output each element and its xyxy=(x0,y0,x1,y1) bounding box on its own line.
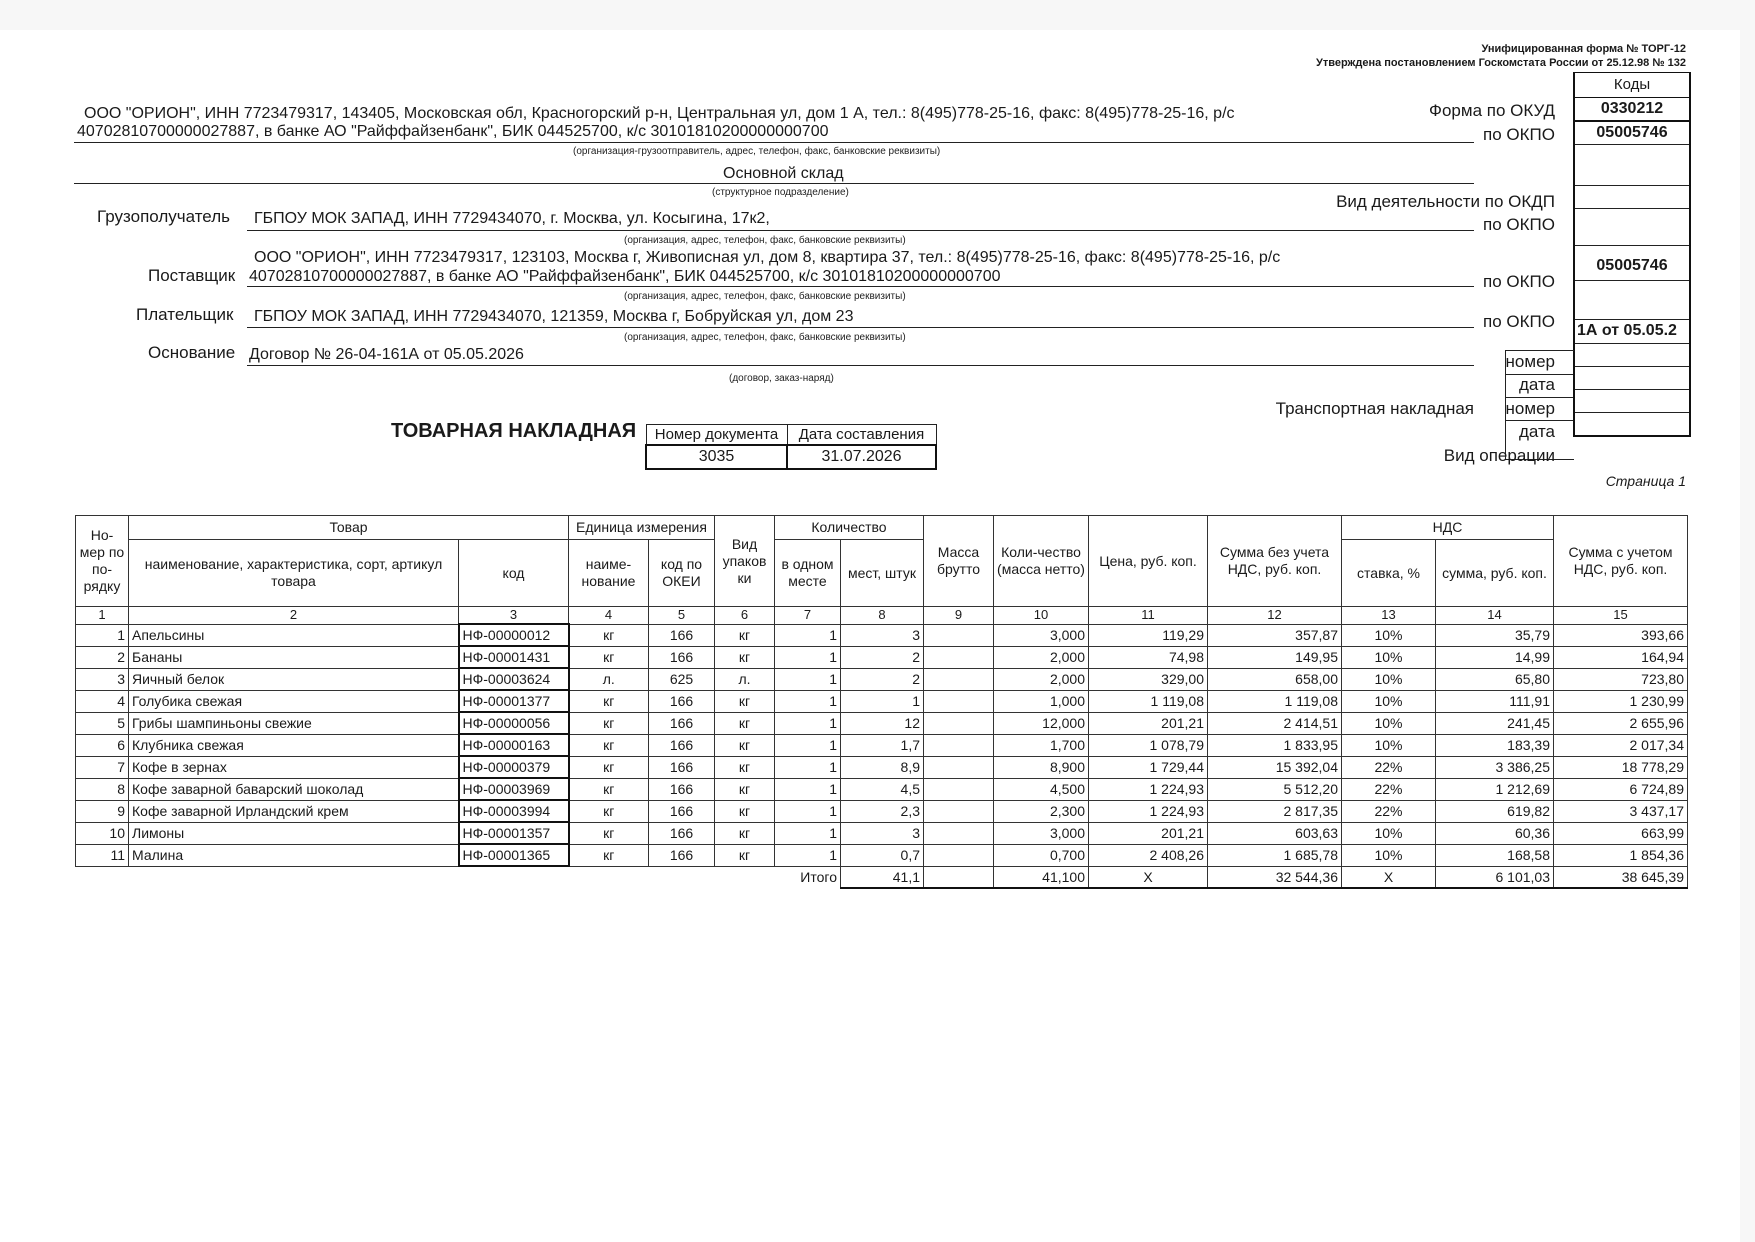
pack-type: кг xyxy=(715,734,775,756)
vat-sum: 3 386,25 xyxy=(1436,756,1554,778)
unit-name: кг xyxy=(569,800,649,822)
sum-with-vat: 393,66 xyxy=(1554,624,1688,646)
consignee-caption: (организация, адрес, телефон, факс, банковские реквизиты) xyxy=(624,235,906,246)
column-number: 11 xyxy=(1089,607,1208,625)
col-goods: Товар xyxy=(129,516,569,540)
row-number: 6 xyxy=(76,734,129,756)
gross-weight xyxy=(924,734,994,756)
totals-gross xyxy=(924,866,994,888)
unit-okei: 166 xyxy=(649,734,715,756)
col-vat: НДС xyxy=(1342,516,1554,540)
item-name: Яичный белок xyxy=(129,668,459,690)
item-code: НФ-00003624 xyxy=(459,668,569,690)
column-number: 5 xyxy=(649,607,715,625)
basis-label: Основание xyxy=(148,343,236,362)
table-row xyxy=(76,690,1688,712)
qty-places: 12 xyxy=(841,712,924,734)
vat-rate: 22% xyxy=(1342,778,1436,800)
qty-one-place: 1 xyxy=(775,778,841,800)
column-number: 2 xyxy=(129,607,459,625)
table-row xyxy=(76,844,1688,866)
price: 2 408,26 xyxy=(1089,844,1208,866)
table-row xyxy=(76,712,1688,734)
shipper-line-1: ООО "ОРИОН", ИНН 7723479317, 143405, Московская обл, Красногорский р-н, Центральная ул, дом 1 А, тел.: 8(495)778-25-16, факс: 8(495)778-25-16, р/с xyxy=(84,105,1235,122)
unit-okei: 166 xyxy=(649,624,715,646)
shipper-caption: (организация-грузоотправитель, адрес, телефон, факс, банковские реквизиты) xyxy=(573,146,941,157)
sum-with-vat: 164,94 xyxy=(1554,646,1688,668)
pack-type: кг xyxy=(715,822,775,844)
pack-type: кг xyxy=(715,690,775,712)
vat-sum: 14,99 xyxy=(1436,646,1554,668)
doc-date-label: Дата составления xyxy=(787,425,936,446)
vat-sum: 183,39 xyxy=(1436,734,1554,756)
col-vat-rate: ставка, % xyxy=(1342,540,1436,607)
sum-no-vat: 149,95 xyxy=(1208,646,1342,668)
unit-okei: 625 xyxy=(649,668,715,690)
item-code: НФ-00001377 xyxy=(459,690,569,712)
col-row-no: Но-мер по по-рядку xyxy=(76,516,129,607)
item-name: Грибы шампиньоны свежие xyxy=(129,712,459,734)
pack-type: л. xyxy=(715,668,775,690)
column-number: 15 xyxy=(1554,607,1688,625)
okpo-supplier-code: 05005746 xyxy=(1575,246,1689,281)
doc-number-label: Номер документа xyxy=(646,425,787,446)
vat-rate: 10% xyxy=(1342,712,1436,734)
qty-places: 2 xyxy=(841,668,924,690)
gross-weight xyxy=(924,844,994,866)
qty-one-place: 1 xyxy=(775,712,841,734)
sum-with-vat: 2 655,96 xyxy=(1554,712,1688,734)
row-number: 5 xyxy=(76,712,129,734)
basis-date-code xyxy=(1575,344,1689,367)
vat-sum: 65,80 xyxy=(1436,668,1554,690)
unit-name: л. xyxy=(569,668,649,690)
okdp-code xyxy=(1575,186,1689,209)
item-name: Кофе в зернах xyxy=(129,756,459,778)
price: 201,21 xyxy=(1089,712,1208,734)
net-qty: 1,700 xyxy=(994,734,1089,756)
payer-caption: (организация, адрес, телефон, факс, банковские реквизиты) xyxy=(624,332,906,343)
page-number: Страница 1 xyxy=(1605,473,1686,489)
qty-places: 4,5 xyxy=(841,778,924,800)
table-row xyxy=(76,668,1688,690)
col-qty-places: мест, штук xyxy=(841,540,924,607)
table-row xyxy=(76,646,1688,668)
column-number: 13 xyxy=(1342,607,1436,625)
item-name: Клубника свежая xyxy=(129,734,459,756)
column-numbers-row xyxy=(76,607,1688,625)
unit-name: кг xyxy=(569,756,649,778)
okud-label: Форма по ОКУД xyxy=(1429,101,1555,120)
price: 201,21 xyxy=(1089,822,1208,844)
sum-no-vat: 2 414,51 xyxy=(1208,712,1342,734)
unit-name: кг xyxy=(569,690,649,712)
sum-no-vat: 1 119,08 xyxy=(1208,690,1342,712)
pack-type: кг xyxy=(715,646,775,668)
col-unit: Единица измерения xyxy=(569,516,715,540)
price: 74,98 xyxy=(1089,646,1208,668)
table-row xyxy=(76,624,1688,646)
form-approval: Утверждена постановлением Госкомстата России от 25.12.98 № 132 xyxy=(1316,57,1686,69)
row-number: 4 xyxy=(76,690,129,712)
row-number: 7 xyxy=(76,756,129,778)
column-number: 8 xyxy=(841,607,924,625)
qty-one-place: 1 xyxy=(775,800,841,822)
column-number: 3 xyxy=(459,607,569,625)
col-net: Коли-чество (масса нетто) xyxy=(994,516,1089,607)
net-qty: 1,000 xyxy=(994,690,1089,712)
net-qty: 0,700 xyxy=(994,844,1089,866)
doc-number: 3035 xyxy=(646,445,787,469)
row-number: 8 xyxy=(76,778,129,800)
basis-caption: (договор, заказ-наряд) xyxy=(729,373,834,384)
vat-sum: 111,91 xyxy=(1436,690,1554,712)
vat-sum: 1 212,69 xyxy=(1436,778,1554,800)
vat-rate: 22% xyxy=(1342,756,1436,778)
unit-name: кг xyxy=(569,844,649,866)
qty-places: 3 xyxy=(841,624,924,646)
totals-places: 41,1 xyxy=(841,866,924,888)
transport-waybill-label: Транспортная накладная xyxy=(1275,399,1474,418)
pack-type: кг xyxy=(715,756,775,778)
unit-okei: 166 xyxy=(649,800,715,822)
operation-code xyxy=(1575,413,1689,435)
basis-number-code: 1А от 05.05.2 xyxy=(1575,320,1689,344)
qty-one-place: 1 xyxy=(775,734,841,756)
pack-type: кг xyxy=(715,800,775,822)
table-row xyxy=(76,822,1688,844)
col-sum-vat: Сумма с учетом НДС, руб. коп. xyxy=(1554,516,1688,607)
price: 1 224,93 xyxy=(1089,778,1208,800)
sum-no-vat: 1 833,95 xyxy=(1208,734,1342,756)
vat-rate: 10% xyxy=(1342,668,1436,690)
totals-vat-sum: 6 101,03 xyxy=(1436,866,1554,888)
payer-value: ГБПОУ МОК ЗАПАД, ИНН 7729434070, 121359, Москва г, Бобруйская ул, дом 23 xyxy=(254,308,854,325)
okud-code: 0330212 xyxy=(1575,98,1689,122)
okpo-label-supplier: по ОКПО xyxy=(1483,272,1555,291)
col-goods-code: код xyxy=(459,540,569,607)
col-pack: Вид упаков ки xyxy=(715,516,775,607)
gross-weight xyxy=(924,668,994,690)
totals-label: Итого xyxy=(800,869,837,885)
col-vat-sum: сумма, руб. коп. xyxy=(1436,540,1554,607)
col-goods-name: наименование, характеристика, сорт, артикул товара xyxy=(129,540,459,607)
supplier-line-2: 40702810700000027887, в банке АО "Райффайзенбанк", БИК 044525700, к/с 30101810200000000700 xyxy=(249,268,1001,285)
vat-rate: 10% xyxy=(1342,624,1436,646)
supplier-caption: (организация, адрес, телефон, факс, банковские реквизиты) xyxy=(624,291,906,302)
item-code: НФ-00003969 xyxy=(459,778,569,800)
transport-number-code xyxy=(1575,367,1689,390)
col-price: Цена, руб. коп. xyxy=(1089,516,1208,607)
unit-okei: 166 xyxy=(649,646,715,668)
qty-places: 0,7 xyxy=(841,844,924,866)
okpo-consignee-code xyxy=(1575,209,1689,246)
vat-sum: 35,79 xyxy=(1436,624,1554,646)
gross-weight xyxy=(924,822,994,844)
sum-no-vat: 1 685,78 xyxy=(1208,844,1342,866)
net-qty: 2,000 xyxy=(994,646,1089,668)
sum-no-vat: 603,63 xyxy=(1208,822,1342,844)
vat-rate: 10% xyxy=(1342,690,1436,712)
unit-name: кг xyxy=(569,734,649,756)
vat-rate: 10% xyxy=(1342,844,1436,866)
okpo-label-payer: по ОКПО xyxy=(1483,312,1555,331)
basis-value: Договор № 26-04-161А от 05.05.2026 xyxy=(249,346,524,363)
payer-label: Плательщик xyxy=(136,305,234,324)
item-name: Малина xyxy=(129,844,459,866)
okpo-label-consignee: по ОКПО xyxy=(1483,215,1555,234)
price: 1 729,44 xyxy=(1089,756,1208,778)
gross-weight xyxy=(924,646,994,668)
price: 329,00 xyxy=(1089,668,1208,690)
unit-okei: 166 xyxy=(649,822,715,844)
table-row xyxy=(76,778,1688,800)
column-number: 9 xyxy=(924,607,994,625)
sum-with-vat: 1 230,99 xyxy=(1554,690,1688,712)
item-name: Кофе заварной Ирландский крем xyxy=(129,800,459,822)
item-name: Лимоны xyxy=(129,822,459,844)
unit-okei: 166 xyxy=(649,778,715,800)
item-code: НФ-00000056 xyxy=(459,712,569,734)
col-unit-okei: код по ОКЕИ xyxy=(649,540,715,607)
net-qty: 8,900 xyxy=(994,756,1089,778)
sum-with-vat: 1 854,36 xyxy=(1554,844,1688,866)
row-number: 9 xyxy=(76,800,129,822)
okpo-payer-code xyxy=(1575,281,1689,320)
col-gross: Масса брутто xyxy=(924,516,994,607)
supplier-line-1: ООО "ОРИОН", ИНН 7723479317, 123103, Москва г, Живописная ул, дом 8, квартира 37, тел.: 8(495)778-25-16, факс: 8(495)778-25-16, р/с xyxy=(254,249,1281,266)
qty-places: 1 xyxy=(841,690,924,712)
row-number: 10 xyxy=(76,822,129,844)
price: 1 224,93 xyxy=(1089,800,1208,822)
unit-name: кг xyxy=(569,712,649,734)
column-number: 7 xyxy=(775,607,841,625)
qty-one-place: 1 xyxy=(775,690,841,712)
sum-with-vat: 663,99 xyxy=(1554,822,1688,844)
codes-box xyxy=(1573,72,1691,437)
row-number: 3 xyxy=(76,668,129,690)
gross-weight xyxy=(924,778,994,800)
goods-table xyxy=(75,515,1688,889)
codes-title: Коды xyxy=(1575,73,1689,98)
shipper-line-2: 40702810700000027887, в банке АО "Райффайзенбанк", БИК 044525700, к/с 30101810200000000700 xyxy=(77,123,829,140)
unit-okei: 166 xyxy=(649,844,715,866)
consignee-label: Грузополучатель xyxy=(97,207,230,226)
row-number: 2 xyxy=(76,646,129,668)
column-number: 14 xyxy=(1436,607,1554,625)
vat-rate: 10% xyxy=(1342,734,1436,756)
unit-okei: 166 xyxy=(649,712,715,734)
qty-places: 2,3 xyxy=(841,800,924,822)
qty-places: 1,7 xyxy=(841,734,924,756)
totals-sum-vat: 38 645,39 xyxy=(1554,866,1688,888)
totals-vat-rate: Х xyxy=(1342,866,1436,888)
totals-price: Х xyxy=(1089,866,1208,888)
sum-with-vat: 723,80 xyxy=(1554,668,1688,690)
supplier-label: Поставщик xyxy=(148,266,236,285)
document-number-box xyxy=(645,424,937,470)
col-sum-no-vat: Сумма без учета НДС, руб. коп. xyxy=(1208,516,1342,607)
net-qty: 3,000 xyxy=(994,624,1089,646)
qty-one-place: 1 xyxy=(775,756,841,778)
column-number: 4 xyxy=(569,607,649,625)
price: 119,29 xyxy=(1089,624,1208,646)
vat-sum: 60,36 xyxy=(1436,822,1554,844)
col-unit-name: наиме-нование xyxy=(569,540,649,607)
item-code: НФ-00000012 xyxy=(459,624,569,646)
operation-label: Вид операции xyxy=(1443,446,1555,465)
row-number: 11 xyxy=(76,844,129,866)
qty-places: 8,9 xyxy=(841,756,924,778)
qty-places: 3 xyxy=(841,822,924,844)
okpo-shipper-code: 05005746 xyxy=(1575,122,1689,145)
qty-one-place: 1 xyxy=(775,844,841,866)
vat-rate: 22% xyxy=(1342,800,1436,822)
vat-sum: 168,58 xyxy=(1436,844,1554,866)
department-code xyxy=(1575,145,1689,186)
price: 1 078,79 xyxy=(1089,734,1208,756)
item-name: Апельсины xyxy=(129,624,459,646)
consignee-value: ГБПОУ МОК ЗАПАД, ИНН 7729434070, г. Москва, ул. Косыгина, 17к2, xyxy=(254,210,770,227)
doc-date: 31.07.2026 xyxy=(787,445,936,469)
qty-one-place: 1 xyxy=(775,646,841,668)
transport-number-label: номер xyxy=(1505,399,1555,418)
table-row xyxy=(76,800,1688,822)
unit-okei: 166 xyxy=(649,756,715,778)
qty-places: 2 xyxy=(841,646,924,668)
item-code: НФ-00001357 xyxy=(459,822,569,844)
table-row xyxy=(76,734,1688,756)
item-name: Бананы xyxy=(129,646,459,668)
sum-no-vat: 5 512,20 xyxy=(1208,778,1342,800)
net-qty: 2,000 xyxy=(994,668,1089,690)
item-code: НФ-00000163 xyxy=(459,734,569,756)
sum-with-vat: 18 778,29 xyxy=(1554,756,1688,778)
column-number: 12 xyxy=(1208,607,1342,625)
unit-okei: 166 xyxy=(649,690,715,712)
totals-row xyxy=(76,866,1688,888)
col-qty: Количество xyxy=(775,516,924,540)
pack-type: кг xyxy=(715,624,775,646)
net-qty: 4,500 xyxy=(994,778,1089,800)
gross-weight xyxy=(924,756,994,778)
gross-weight xyxy=(924,690,994,712)
form-name: Унифицированная форма № ТОРГ-12 xyxy=(1481,43,1686,55)
vat-rate: 10% xyxy=(1342,646,1436,668)
gross-weight xyxy=(924,712,994,734)
qty-one-place: 1 xyxy=(775,822,841,844)
unit-name: кг xyxy=(569,646,649,668)
pack-type: кг xyxy=(715,844,775,866)
totals-net: 41,100 xyxy=(994,866,1089,888)
sum-with-vat: 3 437,17 xyxy=(1554,800,1688,822)
transport-date-label: дата xyxy=(1518,422,1555,441)
okpo-label-shipper: по ОКПО xyxy=(1483,125,1555,144)
document-title: ТОВАРНАЯ НАКЛАДНАЯ xyxy=(391,420,637,442)
gross-weight xyxy=(924,624,994,646)
department-caption: (структурное подразделение) xyxy=(712,187,849,198)
table-row xyxy=(76,756,1688,778)
net-qty: 12,000 xyxy=(994,712,1089,734)
net-qty: 2,300 xyxy=(994,800,1089,822)
pack-type: кг xyxy=(715,712,775,734)
document-sheet xyxy=(0,30,1740,1242)
gross-weight xyxy=(924,800,994,822)
item-code: НФ-00001431 xyxy=(459,646,569,668)
totals-sum-no-vat: 32 544,36 xyxy=(1208,866,1342,888)
sum-with-vat: 2 017,34 xyxy=(1554,734,1688,756)
department-value: Основной склад xyxy=(723,165,844,182)
column-number: 6 xyxy=(715,607,775,625)
row-number: 1 xyxy=(76,624,129,646)
basis-number-label: номер xyxy=(1505,352,1555,371)
sum-no-vat: 2 817,35 xyxy=(1208,800,1342,822)
qty-one-place: 1 xyxy=(775,668,841,690)
sum-no-vat: 15 392,04 xyxy=(1208,756,1342,778)
col-qty-one: в одном месте xyxy=(775,540,841,607)
basis-date-label: дата xyxy=(1518,375,1555,394)
pack-type: кг xyxy=(715,778,775,800)
vat-rate: 10% xyxy=(1342,822,1436,844)
net-qty: 3,000 xyxy=(994,822,1089,844)
vat-sum: 619,82 xyxy=(1436,800,1554,822)
item-code: НФ-00001365 xyxy=(459,844,569,866)
vat-sum: 241,45 xyxy=(1436,712,1554,734)
sum-no-vat: 357,87 xyxy=(1208,624,1342,646)
item-name: Голубика свежая xyxy=(129,690,459,712)
transport-date-code xyxy=(1575,390,1689,413)
qty-one-place: 1 xyxy=(775,624,841,646)
column-number: 10 xyxy=(994,607,1089,625)
unit-name: кг xyxy=(569,624,649,646)
unit-name: кг xyxy=(569,778,649,800)
price: 1 119,08 xyxy=(1089,690,1208,712)
sum-no-vat: 658,00 xyxy=(1208,668,1342,690)
item-code: НФ-00003994 xyxy=(459,800,569,822)
column-number: 1 xyxy=(76,607,129,625)
item-name: Кофе заварной баварский шоколад xyxy=(129,778,459,800)
sum-with-vat: 6 724,89 xyxy=(1554,778,1688,800)
item-code: НФ-00000379 xyxy=(459,756,569,778)
okdp-label: Вид деятельности по ОКДП xyxy=(1336,192,1555,211)
unit-name: кг xyxy=(569,822,649,844)
